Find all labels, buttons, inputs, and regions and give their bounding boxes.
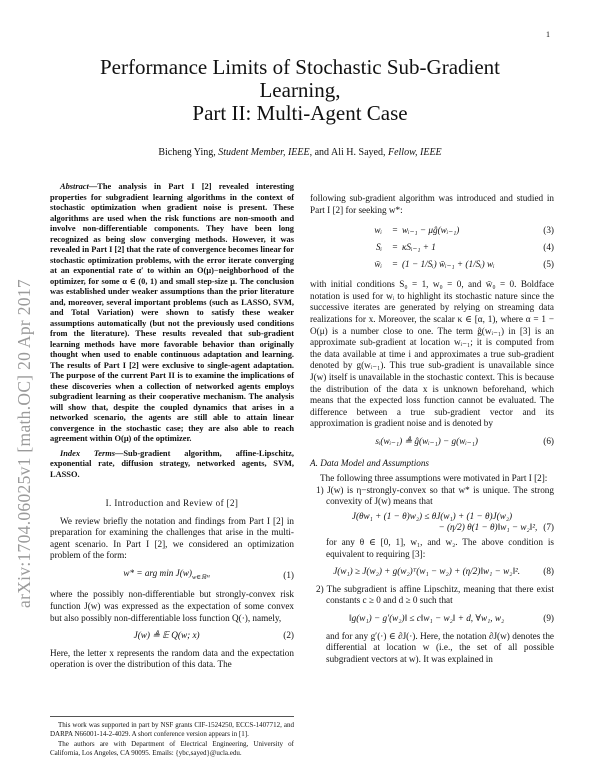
assumption-2-label: 2) <box>316 583 324 594</box>
equation-2 <box>50 630 294 642</box>
assumption-1-text: J(w) is η−strongly-convex so that w* is unique. The strong convexity of J(w) means that <box>326 484 554 507</box>
author-2-name: Ali H. Sayed, <box>331 147 386 158</box>
equation-2-body: J(w) ≜ 𝔼 Q(w; x) <box>133 630 200 641</box>
index-terms-label: Index Terms— <box>60 448 124 458</box>
assumption-1-continued: for any θ ∈ [0, 1], w₁, and w₂. The above condition is equivalent to requiring [3]: <box>326 537 554 559</box>
left-column <box>50 182 294 671</box>
section-1-para-2: where the possibly non-differentiable but strongly-convex risk function J(w) was expressed as the expectation of some convex but also possibly non-differentiable loss function Q(·), namely, <box>50 589 294 623</box>
author-1-name: Bicheng Ying, <box>158 147 216 158</box>
title-line-2: Learning, <box>259 78 341 102</box>
equation-3-number: (3) <box>543 225 554 236</box>
assumption-2-text: The subgradient is affine Lipschitz, meaning that there exist constants c ≥ 0 and d ≥ 0 such that <box>326 583 554 606</box>
equation-8-body: J(w₁) ≥ J(w₂) + g(w₂)ᵀ(w₁ − w₂) + (η/2)‖w₁ − w₂‖². <box>333 566 521 577</box>
abstract-label: Abstract— <box>60 182 98 191</box>
equation-7-line-1: J(θw₁ + (1 − θ)w₂) ≤ θJ(w₁) + (1 − θ)J(w₂) <box>351 510 513 521</box>
index-terms-text: Sub-gradient algorithm, affine-Lipschitz, exponential rate, diffusion strategy, networked agents, SVM, LASSO. <box>50 448 294 479</box>
equation-3-lhs: wᵢ <box>374 225 382 236</box>
right-para-1: with initial conditions S₀ = 1, w₀ = 0, and w̄₀ = 0. Boldface notation is used for wᵢ to highlight its stochastic nature since the successive iterates are generated by relying on streaming data realizations for x. Moreover, the scalar κ ∈ [α, 1), where α = 1 − O(μ) is a number close to one. The term ĝ(wᵢ₋₁) in [3] is an approximate sub-gradient at location wᵢ₋₁; it is computed from the data available at time i and approximates a true sub-gradient denoted by g(wᵢ₋₁). This true sub-gradient is unavailable since J(w) itself is unavailable in the stochastic context. This is because the distribution of the data x is unknown beforehand, which means that the expected loss function cannot be evaluated. The difference between a true sub-gradient vector and its approximation is gradient noise and is denoted by <box>310 279 554 429</box>
title-line-1: Performance Limits of Stochastic Sub-Gradient <box>99 55 501 79</box>
subsection-heading: A. Data Model and Assumptions <box>310 457 430 468</box>
assumption-1-label: 1) <box>316 484 324 495</box>
equation-7-number: (7) <box>543 522 554 533</box>
equation-6 <box>310 436 554 448</box>
equation-5: w̄ᵢ = (1 − 1/Sᵢ) w̄ᵢ₋₁ + (1/Sᵢ) wᵢ (5) <box>310 256 554 273</box>
equation-1 <box>50 568 294 583</box>
section-1-para-1: We review briefly the notation and findings from Part I [2] in preparation for examining the challenges that arise in the multi-agent scenario. In Part I [2], we considered an optimization problem of the form: <box>50 515 294 561</box>
title-line-3: Part II: Multi-Agent Case <box>192 101 408 125</box>
equation-8 <box>310 566 554 578</box>
section-1-heading: I. Introduction and Review of [2] <box>105 498 239 508</box>
right-column <box>310 193 554 665</box>
index-terms <box>50 449 294 481</box>
footnotes <box>50 716 294 759</box>
equation-5-lhs: w̄ᵢ <box>374 259 382 270</box>
author-connector: and <box>314 147 330 158</box>
equation-7-line-2: − (η/2) θ(1 − θ)‖w₁ − w₂‖², <box>438 522 538 533</box>
equation-1-subscript: w∈ℝᴹ <box>191 573 210 581</box>
abstract-text: The analysis in Part I [2] revealed interesting properties for subgradient learning algorithms in the context of stochastic optimization when gradient noise is present. These algorithms are used when the risk functions are non-smooth and involve non-differentiable components. They have been long recognized as being slow converging methods. However, it was revealed in Part I [2] that the rate of convergence becomes linear for stochastic optimization problems, with the error iterate converging at an exponential rate α′ to within an O(μ)−neighborhood of the optimizer, for some α ∈ (0, 1) and small step-size μ. The conclusion was established under weaker assumptions than the prior literature and, moreover, several important problems (such as LASSO, SVM, and Total Variation) were shown to satisfy these weaker assumptions automatically (but not the previously used conditions from the literature). These results revealed that sub-gradient learning methods have more favorable behavior than originally thought when used to enable continuous adaptation and learning. The results of Part I [2] were exclusive to single-agent adaptation. The purpose of the current Part II is to examine the implications of these discoveries when a collection of networked agents employs subgradient learning as their cooperative mechanism. The analysis will show that, despite the coupled dynamics that arises in a networked scenario, the agents are still able to attain linear convergence in the stochastic case; they are also able to reach agreement within O(μ) of the optimizer. <box>50 182 294 443</box>
equation-4-number: (4) <box>543 242 554 253</box>
right-intro: following sub-gradient algorithm was introduced and studied in Part I [2] for seeking w*: <box>310 193 554 215</box>
equation-4-lhs: Sᵢ <box>375 242 382 253</box>
equation-6-number: (6) <box>543 435 554 446</box>
assumption-2 <box>310 584 554 607</box>
page-number: 1 <box>546 30 550 39</box>
equation-9 <box>310 613 554 625</box>
equation-4: Sᵢ = κSᵢ₋₁ + 1 (4) <box>310 239 554 256</box>
equation-9-body: ‖g(w₁) − g′(w₂)‖ ≤ c‖w₁ − w₂‖ + d, ∀w₁, w₂ <box>349 613 505 624</box>
equation-7a <box>310 511 554 523</box>
equation-6-body: sᵢ(wᵢ₋₁) ≜ ĝ(wᵢ₋₁) − g(wᵢ₋₁) <box>375 435 478 446</box>
footnote-funding: This work was supported in part by NSF grants CIF-1524250, ECCS-1407712, and DARPA N66001-14-2-4029. A short conference version appears in [1]. <box>50 721 294 738</box>
equation-8-number: (8) <box>543 566 554 577</box>
footnote-affiliation: The authors are with Department of Electrical Engineering, University of California, Los Angeles, CA 90095. Emails: {ybc,sayed}@ucla.edu. <box>50 740 294 757</box>
assumption-1 <box>310 485 554 508</box>
equation-1-body: w* = arg min J(w) <box>123 567 192 578</box>
author-line <box>40 147 560 158</box>
equation-3: wᵢ = wᵢ₋₁ − μĝ(wᵢ₋₁) (3) <box>310 222 554 239</box>
equations-3-5 <box>310 222 554 273</box>
equation-7b <box>310 522 554 534</box>
paper-title <box>40 56 560 125</box>
section-1-para-3: Here, the letter x represents the random data and the expectation operation is over the distribution of this data. The <box>50 647 294 670</box>
right-para-2: The following three assumptions were motivated in Part I [2]: <box>320 473 548 484</box>
equation-5-rhs: (1 − 1/Sᵢ) w̄ᵢ₋₁ + (1/Sᵢ) wᵢ <box>402 259 495 270</box>
equation-3-rhs: wᵢ₋₁ − μĝ(wᵢ₋₁) <box>402 225 460 236</box>
abstract <box>50 182 294 445</box>
author-2-role: Fellow, IEEE <box>387 147 442 158</box>
arxiv-stamp: arXiv:1704.06025v1 [math.OC] 20 Apr 2017 <box>14 279 34 608</box>
equation-2-number: (2) <box>283 630 294 641</box>
equation-4-rhs: κSᵢ₋₁ + 1 <box>402 242 436 253</box>
assumption-2-continued: and for any g′(·) ∈ ∂J(·). Here, the notation ∂J(w) denotes the differential at location w (i.e., the set of all possible subgradient vectors at w). It was explained in <box>326 630 554 664</box>
equation-5-number: (5) <box>543 259 554 270</box>
equation-9-number: (9) <box>543 613 554 624</box>
author-1-role: Student Member, IEEE, <box>218 147 313 158</box>
equation-1-number: (1) <box>283 569 294 580</box>
